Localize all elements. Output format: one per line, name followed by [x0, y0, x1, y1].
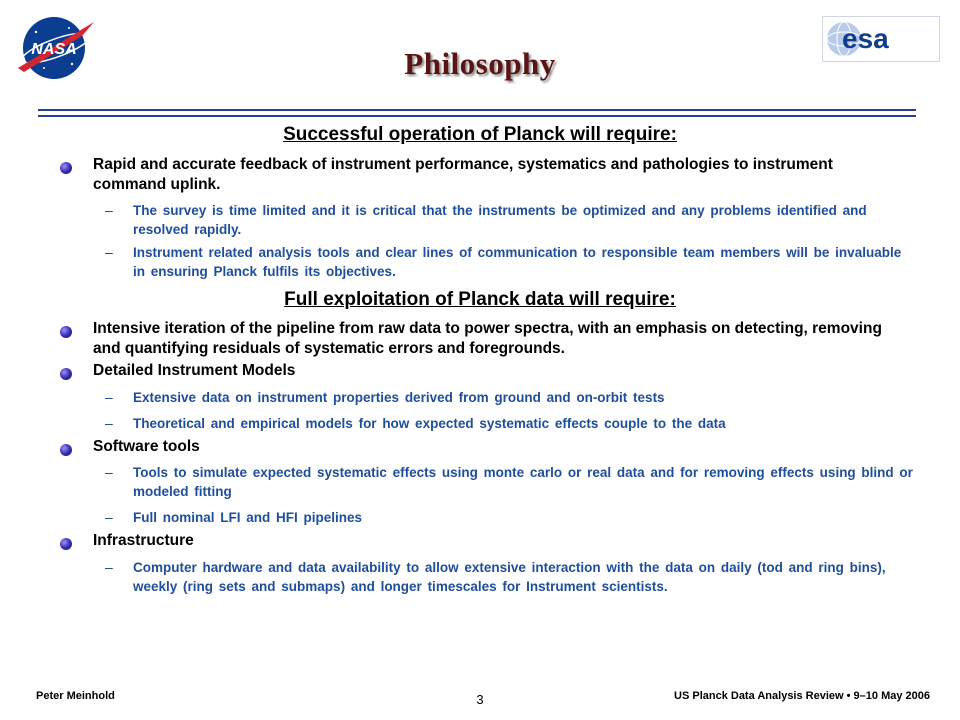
- footer-author: Peter Meinhold: [36, 690, 115, 702]
- subitem-text: Instrument related analysis tools and clear lines of communication to responsible team members will be invaluable in ensuring Planck fulfils its objectives.: [133, 245, 902, 279]
- subitem-text: Full nominal LFI and HFI pipelines: [133, 510, 363, 525]
- dash-marker: –: [105, 559, 113, 575]
- bullet-text: Software tools: [93, 438, 200, 455]
- bullet-icon: [60, 162, 72, 174]
- nasa-logo-text: NASA: [31, 41, 77, 58]
- subitem-text: Tools to simulate expected systematic effects using monte carlo or real data and for removing effects using blind or modeled fitting: [133, 465, 913, 499]
- esa-logo-text: esa: [842, 23, 889, 54]
- bullet-text: Rapid and accurate feedback of instrument performance, systematics and pathologies to instrument command uplink.: [93, 156, 833, 193]
- title-divider: [38, 106, 916, 118]
- dash-marker: –: [105, 202, 113, 218]
- bullet-icon: [60, 326, 72, 338]
- bullet-text: Infrastructure: [93, 532, 194, 549]
- bullet-text: Detailed Instrument Models: [93, 362, 296, 379]
- section-heading-operation: Successful operation of Planck will require:: [283, 124, 677, 145]
- bullet-icon: [60, 368, 72, 380]
- bullet-text: Intensive iteration of the pipeline from raw data to power spectra, with an emphasis on detecting, removing and quantifying residuals of systematic errors and foregrounds.: [93, 320, 882, 357]
- subitem-text: Extensive data on instrument properties derived from ground and on-orbit tests: [133, 390, 665, 405]
- dash-marker: –: [105, 244, 113, 260]
- slide-title: Philosophy: [404, 46, 556, 81]
- bullet-icon: [60, 538, 72, 550]
- section-heading-exploitation: Full exploitation of Planck data will require:: [284, 289, 676, 310]
- subitem-text: Theoretical and empirical models for how expected systematic effects couple to the data: [133, 416, 726, 431]
- dash-marker: –: [105, 415, 113, 431]
- subitem-text: The survey is time limited and it is critical that the instruments be optimized and any problems identified and resolved rapidly.: [133, 203, 867, 237]
- footer-event: US Planck Data Analysis Review • 9–10 May 2006: [674, 690, 930, 702]
- bullet-icon: [60, 444, 72, 456]
- subitem-text: Computer hardware and data availability to allow extensive interaction with the data on daily (tod and ring bins), weekly (ring sets and submaps) and longer timescales for Instrument scientists.: [133, 560, 886, 594]
- footer-page-number: 3: [476, 692, 484, 707]
- dash-marker: –: [105, 464, 113, 480]
- dash-marker: –: [105, 389, 113, 405]
- dash-marker: –: [105, 509, 113, 525]
